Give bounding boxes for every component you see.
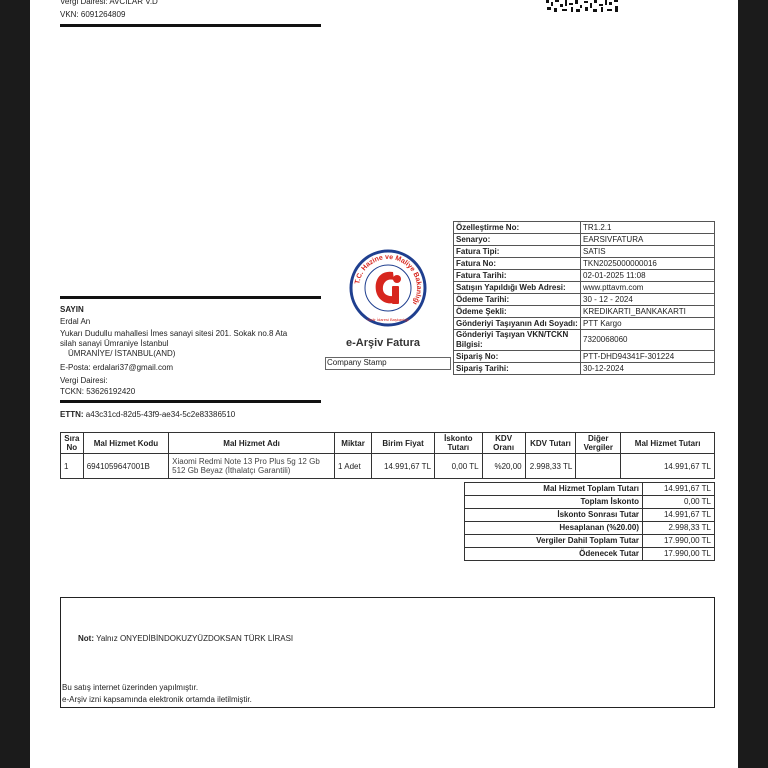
info-label: Özelleştirme No: <box>454 222 581 234</box>
info-row <box>454 294 715 306</box>
info-row <box>454 306 715 318</box>
info-row <box>454 246 715 258</box>
table-cell: 14.991,67 TL <box>621 454 715 479</box>
info-value: KREDIKARTI_BANKAKARTI <box>581 306 715 318</box>
ettn-value: a43c31cd-82d5-43f9-ae34-5c2e83386510 <box>85 410 236 419</box>
e-arsiv-title: e-Arşiv Fatura <box>346 337 420 349</box>
info-value: PTT Kargo <box>581 318 715 330</box>
info-label: Sipariş Tarihi: <box>454 363 581 375</box>
notes-line2: e-Arşiv izni kapsamında elektronik ortamda iletilmiştir. <box>62 695 252 704</box>
buyer-bottom-divider <box>60 400 321 403</box>
buyer-address-line1: Yukarı Dudullu mahallesi İmes sanayi sitesi 201. Sokak no.8 Ata <box>60 329 288 338</box>
totals-label: Mal Hizmet Toplam Tutarı <box>465 483 643 496</box>
buyer-tax-office: Vergi Dairesi: <box>60 376 108 385</box>
note-text: Yalnız ONYEDİBİNDOKUZYÜZDOKSAN TÜRK LİRASI <box>96 634 294 643</box>
info-value: EARSIVFATURA <box>581 234 715 246</box>
totals-value: 17.990,00 TL <box>643 535 715 548</box>
totals-row <box>465 522 715 535</box>
info-row <box>454 258 715 270</box>
info-label: Ödeme Tarihi: <box>454 294 581 306</box>
totals-value: 17.990,00 TL <box>643 548 715 561</box>
info-value: PTT-DHD94341F-301224 <box>581 351 715 363</box>
info-label: Fatura Tarihi: <box>454 270 581 282</box>
info-row <box>454 318 715 330</box>
company-stamp-box: Company Stamp <box>325 357 451 370</box>
totals-row <box>465 535 715 548</box>
info-row <box>454 222 715 234</box>
table-row <box>61 454 715 479</box>
table-cell: 1 <box>61 454 84 479</box>
table-cell <box>576 454 621 479</box>
items-header-cell: Miktar <box>335 433 372 454</box>
seller-divider <box>60 24 321 27</box>
table-cell: 14.991,67 TL <box>372 454 435 479</box>
invoice-info-table <box>453 221 715 375</box>
info-row <box>454 351 715 363</box>
seller-tax-office: Vergi Dairesi: AVCILAR V.D <box>60 0 158 6</box>
info-value: TKN2025000000016 <box>581 258 715 270</box>
totals-label: Toplam İskonto <box>465 496 643 509</box>
gib-logo-icon <box>348 248 428 328</box>
table-cell: 1 Adet <box>335 454 372 479</box>
totals-row <box>465 483 715 496</box>
buyer-email: E-Posta: erdalari37@gmail.com <box>60 363 174 372</box>
buyer-tckn: TCKN: 53626192420 <box>60 387 136 396</box>
totals-label: Hesaplanan (%20.00) <box>465 522 643 535</box>
totals-value: 14.991,67 TL <box>643 483 715 496</box>
items-header-cell: Diğer Vergiler <box>576 433 621 454</box>
items-header-cell: Sıra No <box>61 433 84 454</box>
totals-value: 2.998,33 TL <box>643 522 715 535</box>
seller-vkn: VKN: 6091264809 <box>60 10 126 19</box>
info-label: Satışın Yapıldığı Web Adresi: <box>454 282 581 294</box>
logo-ring-text: T.C. Hazine ve Maliye Bakanlığı <box>354 253 423 306</box>
items-header-cell: Mal Hizmet Tutarı <box>621 433 715 454</box>
notes-box <box>60 597 715 708</box>
info-label: Ödeme Şekli: <box>454 306 581 318</box>
info-value: www.pttavm.com <box>581 282 715 294</box>
info-label: Fatura Tipi: <box>454 246 581 258</box>
info-label: Gönderiyi Taşıyanın Adı Soyadı: <box>454 318 581 330</box>
info-value: 30-12-2024 <box>581 363 715 375</box>
info-row <box>454 234 715 246</box>
totals-value: 0,00 TL <box>643 496 715 509</box>
info-label: Senaryo: <box>454 234 581 246</box>
info-label: Fatura No: <box>454 258 581 270</box>
logo-bottom-text: Gelir İdaresi Başkanlığı <box>367 317 409 322</box>
totals-row <box>465 548 715 561</box>
items-header-cell: Mal Hizmet Adı <box>169 433 335 454</box>
totals-row <box>465 496 715 509</box>
info-value: 02-01-2025 11:08 <box>581 270 715 282</box>
info-row <box>454 270 715 282</box>
items-header-cell: İskonto Tutarı <box>435 433 483 454</box>
totals-table <box>464 482 715 561</box>
info-row <box>454 282 715 294</box>
items-header-cell: KDV Tutarı <box>525 433 576 454</box>
invoice-page <box>30 0 738 768</box>
buyer-address-line3: ÜMRANİYE/ İSTANBUL(AND) <box>68 349 176 358</box>
buyer-top-divider <box>60 296 321 299</box>
buyer-name: Erdal An <box>60 317 91 326</box>
ettn-line <box>60 410 235 420</box>
items-table <box>60 432 715 479</box>
buyer-address-line2: silah sanayi Ümraniye İstanbul <box>60 339 169 348</box>
note-label: Not: <box>78 634 94 643</box>
info-row <box>454 330 715 351</box>
info-label: Gönderiyi Taşıyan VKN/TCKN Bilgisi: <box>454 330 581 351</box>
table-cell: 0,00 TL <box>435 454 483 479</box>
note-line <box>78 634 293 644</box>
buyer-heading: SAYIN <box>60 305 84 314</box>
info-label: Sipariş No: <box>454 351 581 363</box>
totals-label: Ödenecek Tutar <box>465 548 643 561</box>
notes-line1: Bu satış internet üzerinden yapılmıştır. <box>62 683 199 692</box>
info-value: 7320068060 <box>581 330 715 351</box>
totals-label: İskonto Sonrası Tutar <box>465 509 643 522</box>
totals-label: Vergiler Dahil Toplam Tutar <box>465 535 643 548</box>
table-cell: 2.998,33 TL <box>525 454 576 479</box>
totals-value: 14.991,67 TL <box>643 509 715 522</box>
qr-code-icon <box>545 0 621 13</box>
info-value: SATIS <box>581 246 715 258</box>
totals-row <box>465 509 715 522</box>
table-cell: 6941059647001B <box>83 454 168 479</box>
table-cell: Xiaomi Redmi Note 13 Pro Plus 5g 12 Gb 512 Gb Beyaz (İthalatçı Garantili) <box>169 454 335 479</box>
ettn-label: ETTN: <box>60 410 84 419</box>
table-cell: %20,00 <box>482 454 525 479</box>
info-value: TR1.2.1 <box>581 222 715 234</box>
info-row <box>454 363 715 375</box>
items-header-cell: KDV Oranı <box>482 433 525 454</box>
items-header-cell: Birim Fiyat <box>372 433 435 454</box>
info-value: 30 - 12 - 2024 <box>581 294 715 306</box>
items-header-cell: Mal Hizmet Kodu <box>83 433 168 454</box>
